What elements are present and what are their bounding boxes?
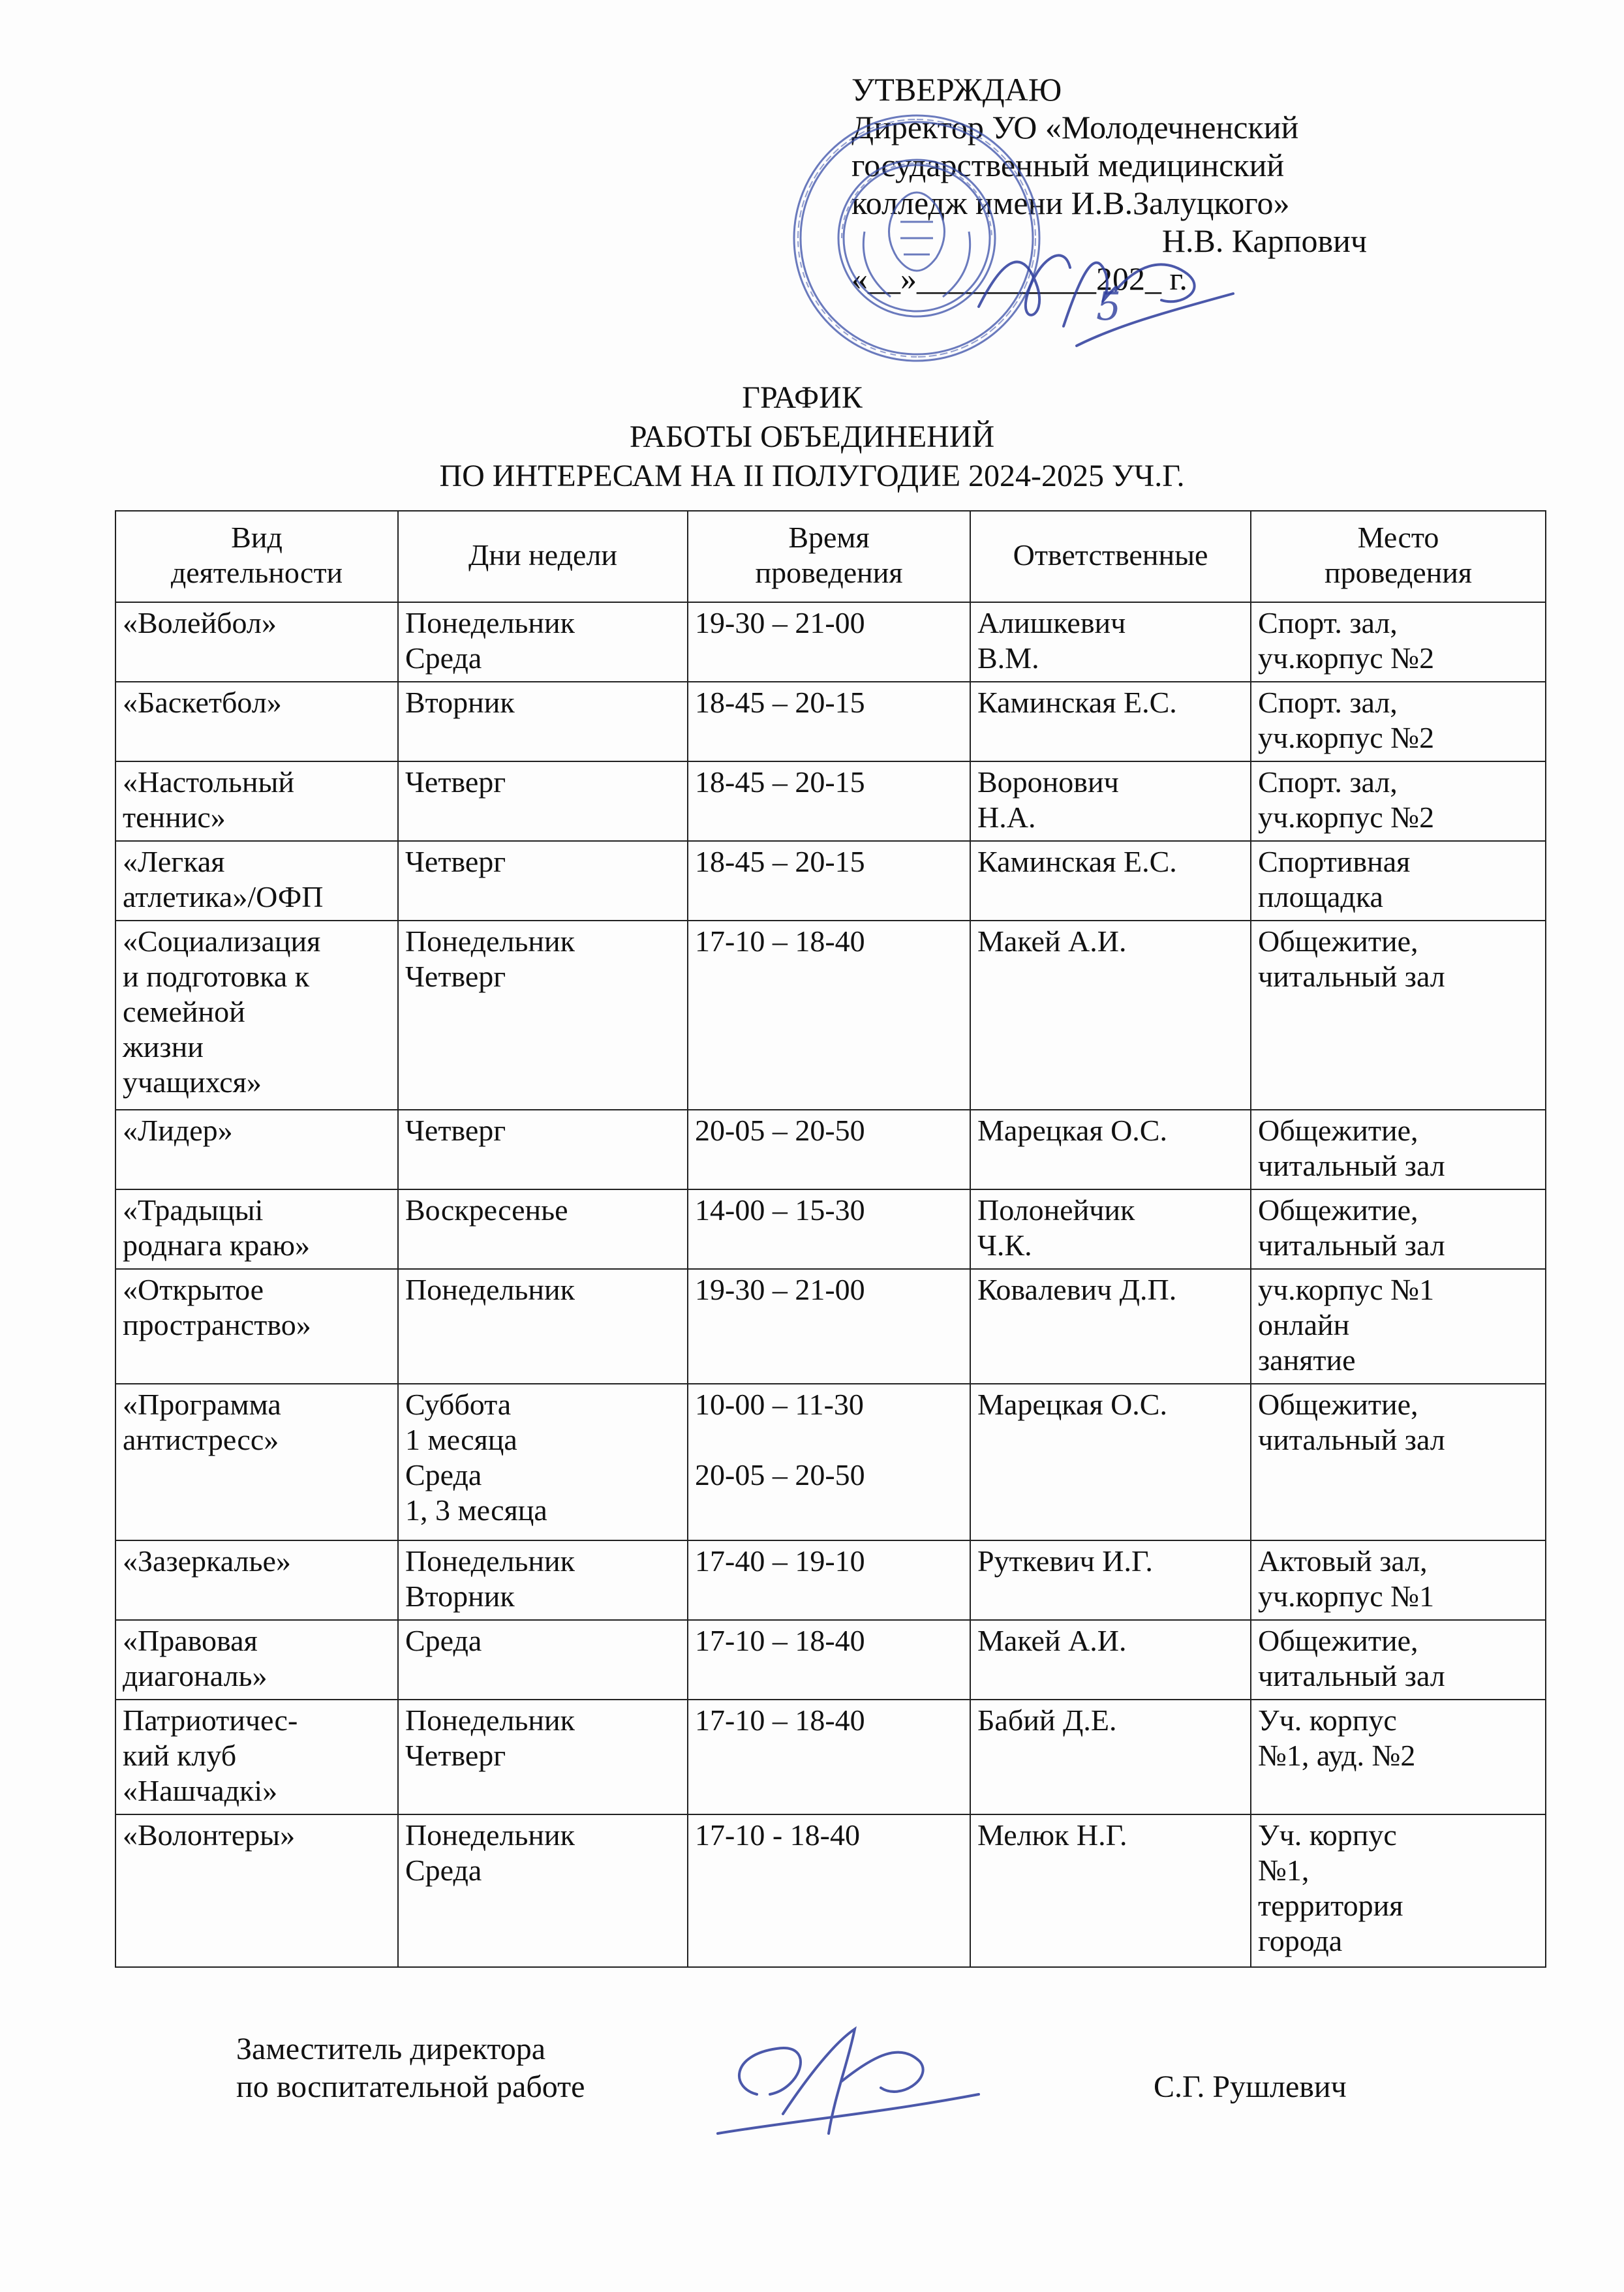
table-row	[115, 1814, 1546, 1967]
footer-position-line-1: Заместитель директора	[236, 2032, 546, 2066]
cell-time: 17-40 – 19-10	[688, 1540, 970, 1620]
cell-days: Четверг	[398, 761, 688, 841]
header-time: Время проведения	[688, 511, 970, 602]
cell-time: 17-10 - 18-40	[688, 1814, 970, 1967]
cell-time: 17-10 – 18-40	[688, 1620, 970, 1700]
document-title	[0, 378, 1624, 496]
table-row	[115, 761, 1546, 841]
table-row	[115, 682, 1546, 761]
cell-time: 17-10 – 18-40	[688, 1700, 970, 1814]
header-activity: Вид деятельности	[115, 511, 398, 602]
cell-responsible: Полонейчик Ч.К.	[970, 1189, 1251, 1269]
header-responsible: Ответственные	[970, 511, 1251, 602]
title-line-1: ГРАФИК	[742, 380, 863, 415]
director-name: Н.В. Карпович	[1161, 222, 1367, 259]
cell-days: Понедельник Четверг	[398, 1700, 688, 1814]
handwritten-year-digit: 5	[1096, 284, 1122, 329]
cell-time: 19-30 – 21-00	[688, 602, 970, 682]
cell-days: Понедельник	[398, 1269, 688, 1384]
cell-activity: «Баскетбол»	[115, 682, 398, 761]
cell-place: Общежитие, читальный зал	[1251, 1110, 1546, 1189]
cell-time: 19-30 – 21-00	[688, 1269, 970, 1384]
cell-activity: «Лидер»	[115, 1110, 398, 1189]
cell-time: 10-00 – 11-30 20-05 – 20-50	[688, 1384, 970, 1540]
cell-days: Понедельник Четверг	[398, 921, 688, 1110]
header-days: Дни недели	[398, 511, 688, 602]
footer-position	[236, 2030, 585, 2106]
approval-date-text: «__»___________202_ г.	[851, 260, 1187, 297]
approval-line-2: государственный медицинский	[851, 147, 1285, 183]
cell-activity: «Традыцыі роднага краю»	[115, 1189, 398, 1269]
cell-place: Общежитие, читальный зал	[1251, 921, 1546, 1110]
cell-days: Четверг	[398, 841, 688, 921]
cell-responsible: Марецкая О.С.	[970, 1384, 1251, 1540]
cell-days: Четверг	[398, 1110, 688, 1189]
footer-position-line-2: по воспитательной работе	[236, 2070, 585, 2104]
cell-activity: «Волонтеры»	[115, 1814, 398, 1967]
cell-responsible: Макей А.И.	[970, 921, 1251, 1110]
cell-activity: «Настольный теннис»	[115, 761, 398, 841]
cell-place: Уч. корпус №1, территория города	[1251, 1814, 1546, 1967]
deputy-signature	[705, 2016, 985, 2140]
cell-time: 14-00 – 15-30	[688, 1189, 970, 1269]
cell-activity: Патриотичес- кий клуб «Нашчадкі»	[115, 1700, 398, 1814]
title-line-3: ПО ИНТЕРЕСАМ НА II ПОЛУГОДИЕ 2024-2025 УЧ.Г.	[439, 459, 1185, 493]
approval-line-3: колледж имени И.В.Залуцкого»	[851, 185, 1290, 221]
table-row	[115, 1540, 1546, 1620]
table-header-row	[115, 511, 1546, 602]
cell-responsible: Мелюк Н.Г.	[970, 1814, 1251, 1967]
header-place: Место проведения	[1251, 511, 1546, 602]
table-row	[115, 1700, 1546, 1814]
title-line-2: РАБОТЫ ОБЪЕДИНЕНИЙ	[629, 420, 995, 454]
cell-days: Понедельник Среда	[398, 1814, 688, 1967]
cell-responsible: Макей А.И.	[970, 1620, 1251, 1700]
cell-place: Общежитие, читальный зал	[1251, 1620, 1546, 1700]
cell-activity: «Зазеркалье»	[115, 1540, 398, 1620]
cell-days: Воскресенье	[398, 1189, 688, 1269]
cell-days: Среда	[398, 1620, 688, 1700]
cell-responsible: Каминская Е.С.	[970, 841, 1251, 921]
cell-time: 18-45 – 20-15	[688, 841, 970, 921]
cell-place: Спорт. зал, уч.корпус №2	[1251, 602, 1546, 682]
cell-place: Уч. корпус №1, ауд. №2	[1251, 1700, 1546, 1814]
cell-responsible: Каминская Е.С.	[970, 682, 1251, 761]
table-row	[115, 1110, 1546, 1189]
cell-days: Вторник	[398, 682, 688, 761]
table-row	[115, 602, 1546, 682]
director-signature	[966, 228, 1240, 352]
cell-activity: «Программа антистресс»	[115, 1384, 398, 1540]
cell-time: 18-45 – 20-15	[688, 761, 970, 841]
cell-days: Понедельник Вторник	[398, 1540, 688, 1620]
cell-responsible: Алишкевич В.М.	[970, 602, 1251, 682]
cell-activity: «Открытое пространство»	[115, 1269, 398, 1384]
cell-responsible: Воронович Н.А.	[970, 761, 1251, 841]
cell-responsible: Бабий Д.Е.	[970, 1700, 1251, 1814]
cell-time: 20-05 – 20-50	[688, 1110, 970, 1189]
cell-place: Общежитие, читальный зал	[1251, 1384, 1546, 1540]
cell-place: Актовый зал, уч.корпус №1	[1251, 1540, 1546, 1620]
cell-place: уч.корпус №1 онлайн занятие	[1251, 1269, 1546, 1384]
table-row	[115, 1384, 1546, 1540]
cell-responsible: Марецкая О.С.	[970, 1110, 1251, 1189]
cell-time: 17-10 – 18-40	[688, 921, 970, 1110]
cell-place: Спортивная площадка	[1251, 841, 1546, 921]
cell-responsible: Руткевич И.Г.	[970, 1540, 1251, 1620]
table-row	[115, 921, 1546, 1110]
cell-activity: «Социализация и подготовка к семейной жизни учащихся»	[115, 921, 398, 1110]
approval-heading: УТВЕРЖДАЮ	[851, 71, 1062, 108]
table-row	[115, 1269, 1546, 1384]
cell-place: Общежитие, читальный зал	[1251, 1189, 1546, 1269]
cell-place: Спорт. зал, уч.корпус №2	[1251, 761, 1546, 841]
table-row	[115, 841, 1546, 921]
schedule-table	[115, 510, 1546, 1968]
cell-place: Спорт. зал, уч.корпус №2	[1251, 682, 1546, 761]
table-row	[115, 1620, 1546, 1700]
cell-days: Суббота 1 месяца Среда 1, 3 месяца	[398, 1384, 688, 1540]
table-row	[115, 1189, 1546, 1269]
cell-time: 18-45 – 20-15	[688, 682, 970, 761]
deputy-name: С.Г. Рушлевич	[1154, 2070, 1347, 2104]
cell-activity: «Волейбол»	[115, 602, 398, 682]
approval-line-1: Директор УО «Молодечненский	[851, 109, 1299, 145]
cell-activity: «Легкая атлетика»/ОФП	[115, 841, 398, 921]
cell-days: Понедельник Среда	[398, 602, 688, 682]
cell-activity: «Правовая диагональ»	[115, 1620, 398, 1700]
cell-responsible: Ковалевич Д.П.	[970, 1269, 1251, 1384]
